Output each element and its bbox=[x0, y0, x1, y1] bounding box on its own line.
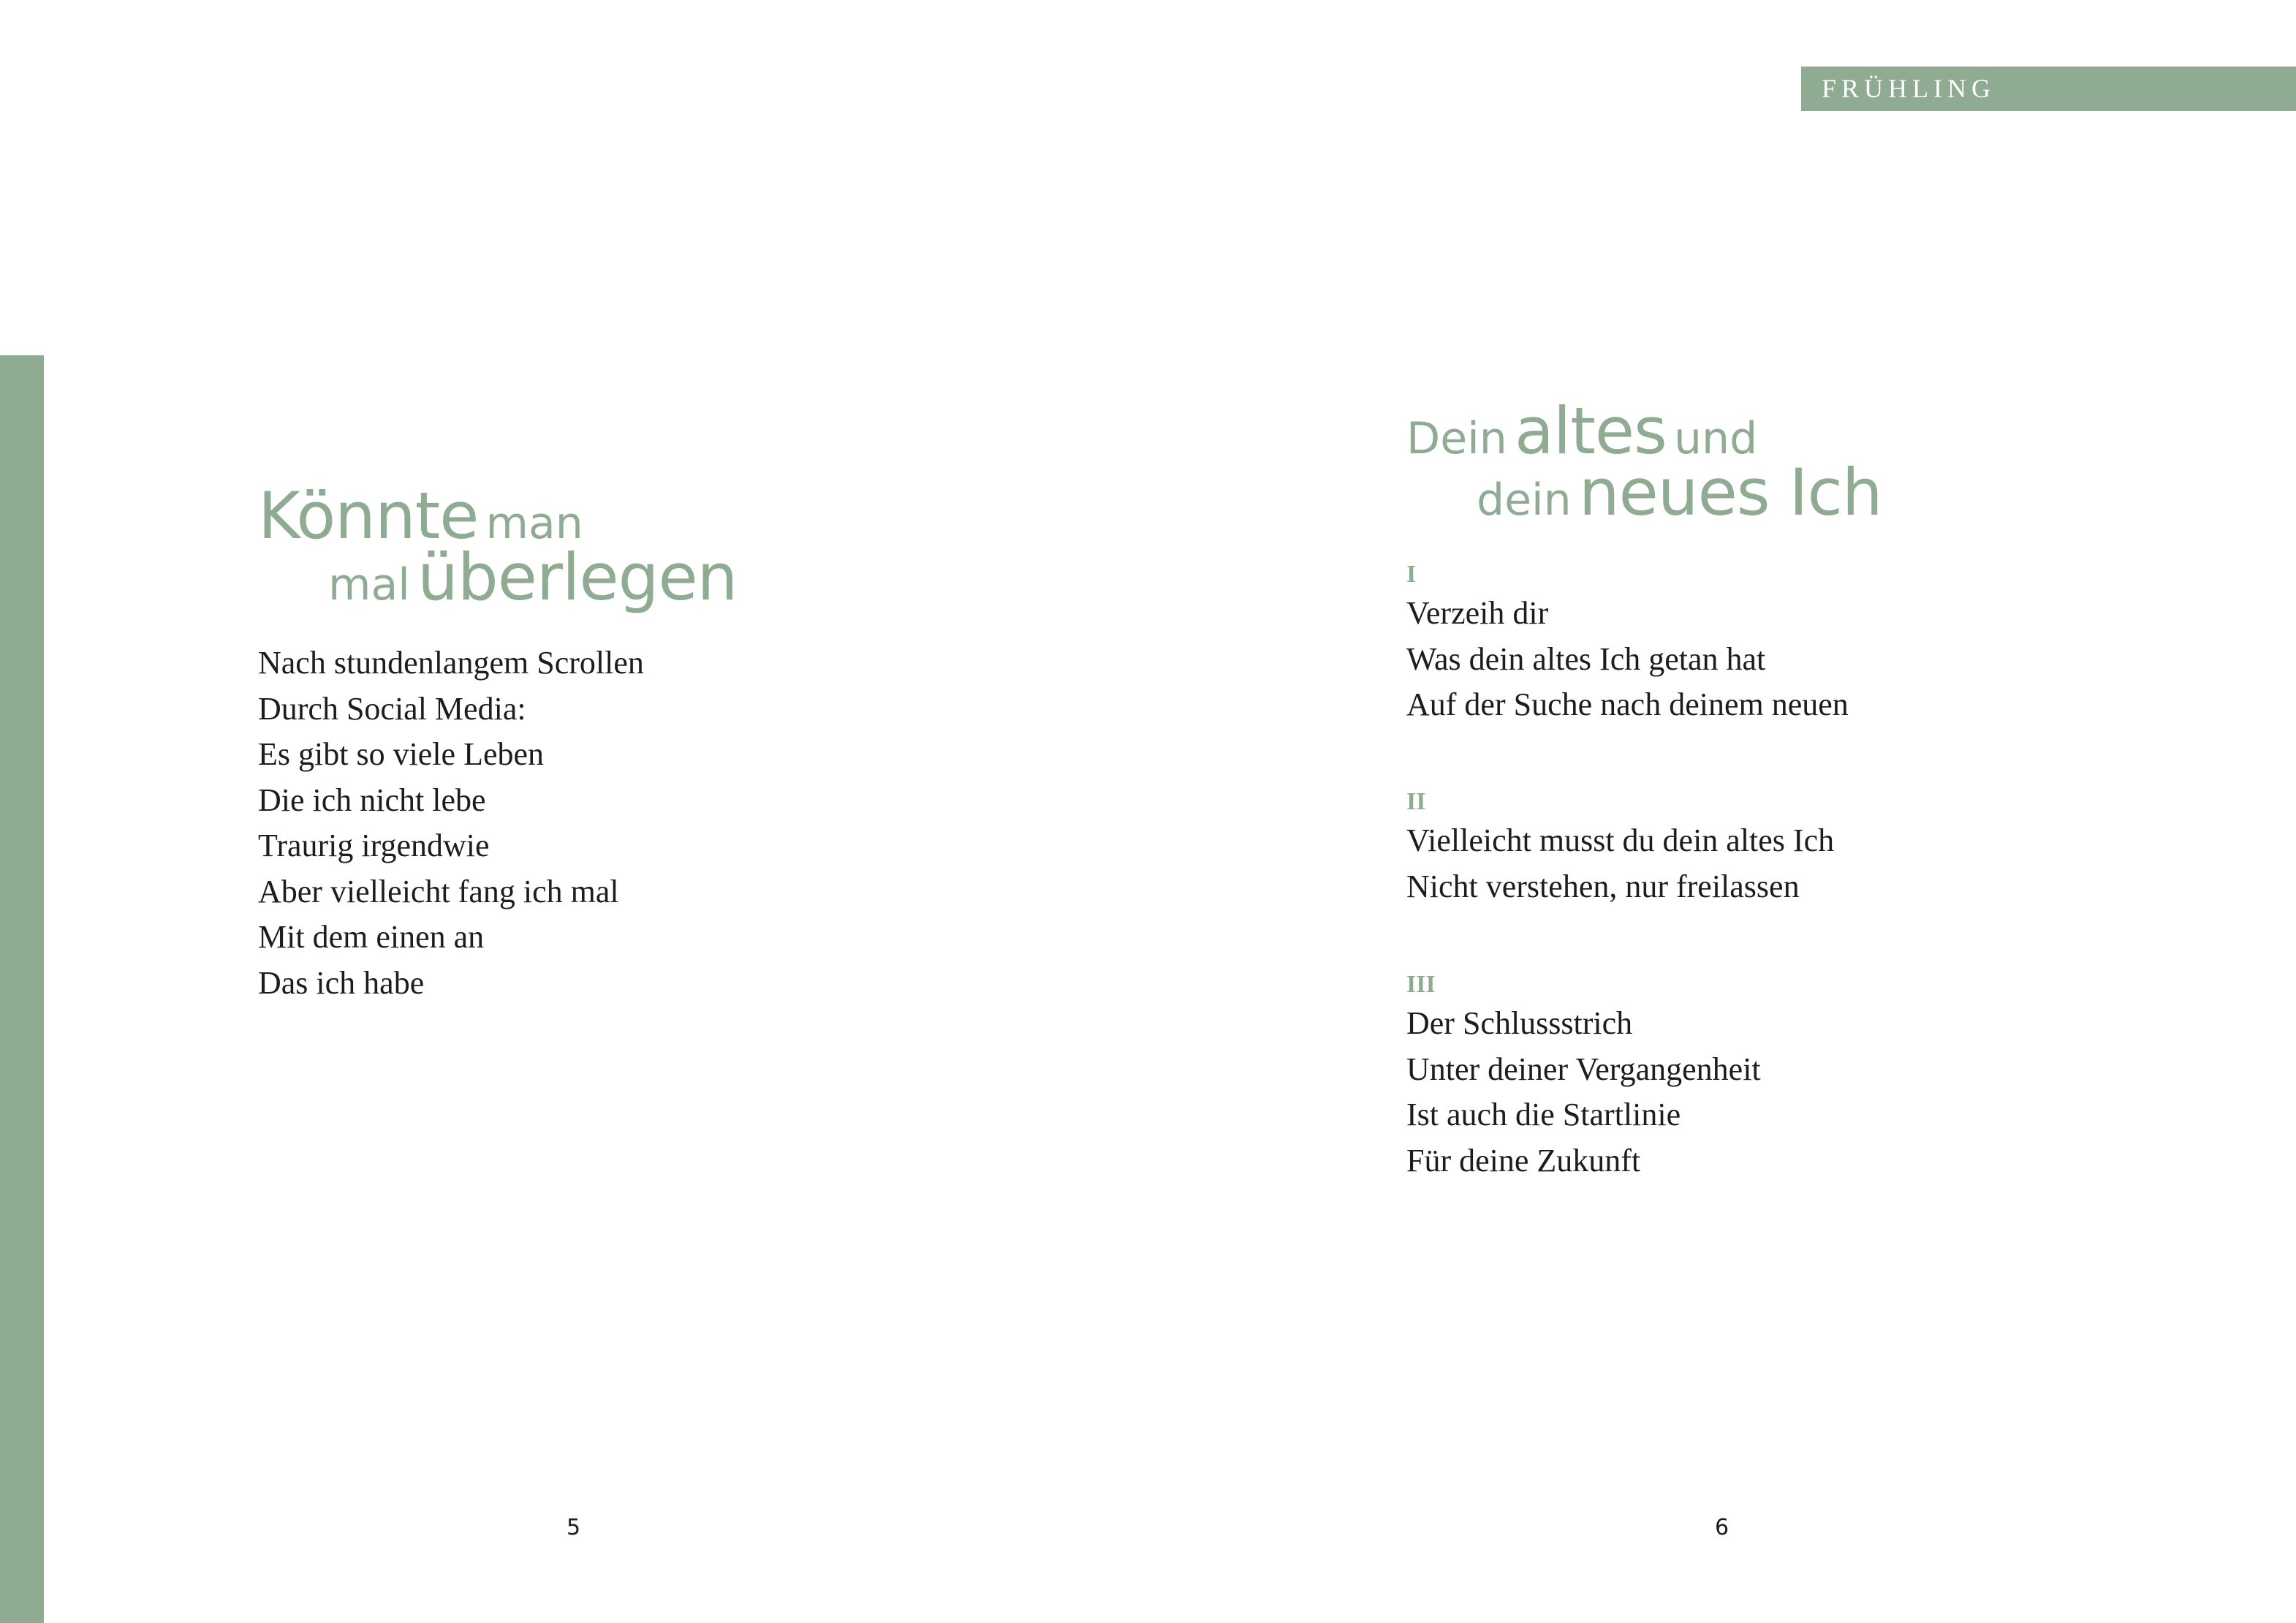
left-edge-color-strip bbox=[0, 355, 44, 1623]
verse-line: Für deine Zukunft bbox=[1406, 1142, 1641, 1179]
title-left-word: überlegen bbox=[417, 540, 738, 615]
stanza-2 bbox=[1406, 786, 1834, 909]
poem-title-left bbox=[258, 478, 738, 615]
verse-line: Der Schlussstrich bbox=[1406, 1005, 1633, 1041]
page-number-right: 6 bbox=[1715, 1515, 1729, 1540]
title-right-word: neues Ich bbox=[1578, 455, 1882, 530]
title-right-line-1 bbox=[1406, 393, 1882, 469]
verse-line: Nach stundenlangem Scrollen bbox=[258, 645, 644, 681]
title-right-line-2 bbox=[1406, 455, 1882, 530]
stanza-numeral: I bbox=[1406, 561, 1417, 588]
verse-line: Mit dem einen an bbox=[258, 919, 485, 955]
verse-line: Es gibt so viele Leben bbox=[258, 736, 545, 772]
title-left-line-2 bbox=[258, 540, 738, 615]
title-left-word: Könnte bbox=[258, 478, 479, 553]
title-right-word: Dein bbox=[1406, 413, 1507, 464]
verse-line: Verzeih dir bbox=[1406, 595, 1549, 631]
verse-line: Vielleicht musst du dein altes Ich bbox=[1406, 822, 1835, 858]
stanza-3 bbox=[1406, 969, 1761, 1184]
verse-line: Aber vielleicht fang ich mal bbox=[258, 873, 619, 909]
title-left-word: mal bbox=[328, 559, 410, 610]
verse-line: Die ich nicht lebe bbox=[258, 782, 486, 818]
verse-line: Unter deiner Vergangenheit bbox=[1406, 1051, 1761, 1087]
poem-title-right bbox=[1406, 393, 1882, 530]
title-left-word: man bbox=[485, 498, 583, 549]
verse-line: Nicht verstehen, nur freilassen bbox=[1406, 868, 1800, 904]
title-right-word: dein bbox=[1477, 474, 1572, 526]
title-right-word: und bbox=[1674, 413, 1758, 464]
poem-body-left bbox=[258, 640, 644, 1006]
verse-line: Traurig irgendwie bbox=[258, 828, 490, 863]
stanza-numeral: II bbox=[1406, 788, 1426, 815]
verse-line: Ist auch die Startlinie bbox=[1406, 1097, 1681, 1132]
title-left-line-1 bbox=[258, 478, 737, 553]
verse-line: Durch Social Media: bbox=[258, 690, 526, 727]
title-right-word: altes bbox=[1514, 393, 1667, 469]
stanza-1 bbox=[1406, 559, 1849, 728]
stanza-numeral: III bbox=[1406, 971, 1436, 998]
verse-line: Das ich habe bbox=[258, 964, 425, 1001]
verse-line: Was dein altes Ich getan hat bbox=[1406, 640, 1766, 677]
page-number-left: 5 bbox=[567, 1515, 581, 1540]
section-header-tab bbox=[1801, 67, 2296, 111]
section-label: FRÜHLING bbox=[1822, 74, 1996, 103]
verse-line: Auf der Suche nach deinem neuen bbox=[1406, 686, 1849, 722]
